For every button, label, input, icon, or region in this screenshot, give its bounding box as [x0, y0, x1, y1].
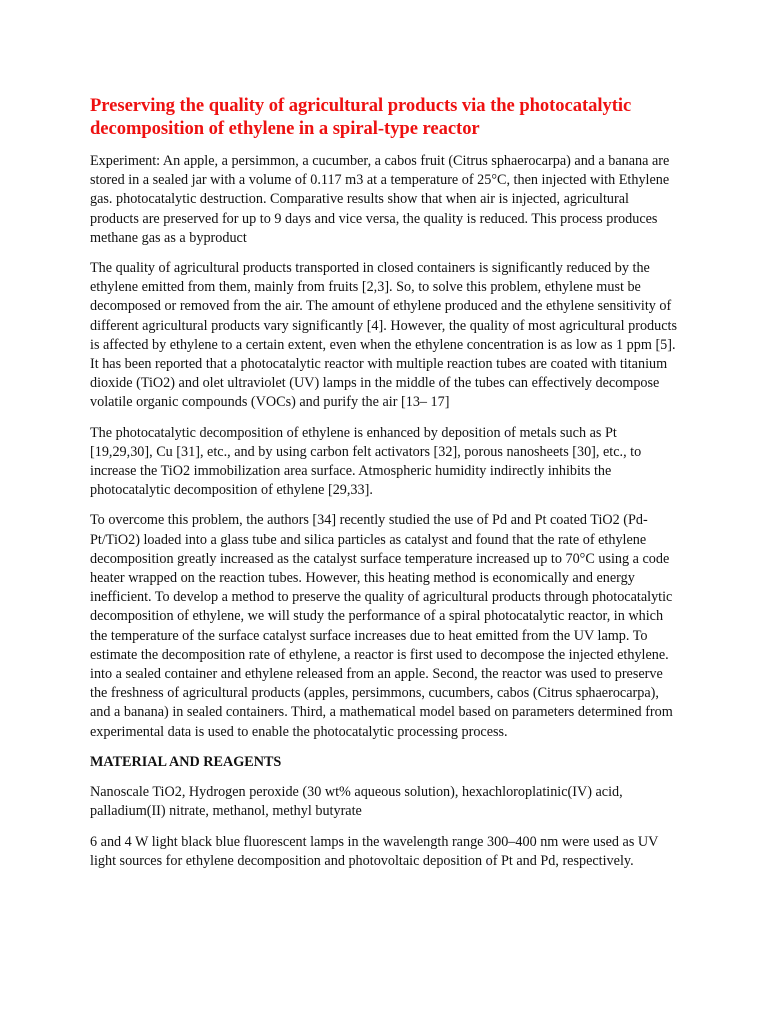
paragraph-metal-deposition: The photocatalytic decomposition of ethylene is enhanced by deposition of metals such as Pt [19,29,30], Cu [31], etc., and by using carbon felt activators [32], porous nanosheets [30], etc., to increase the TiO2 immobilization area surface. Atmospheric humidity indirectly inhibits the photocatalytic decomposition of ethylene [29,33].	[90, 424, 642, 499]
document-title: Preserving the quality of agricultural products via the photocatalytic decomposition of ethylene in a spiral-type reactor	[90, 95, 632, 139]
section-heading-materials: MATERIAL AND REAGENTS	[90, 753, 282, 770]
paragraph-spiral-reactor: To overcome this problem, the authors [34] recently studied the use of Pd and Pt coated TiO2 (Pd-Pt/TiO2) loaded into a glass tube and silica particles as catalyst and found that the rate of ethylene decomposition greatly increased as the catalyst surface temperature increased up to 70°C using a code heater wrapped on the reaction tubes. However, this heating method is economically and energy inefficient. To develop a method to preserve the quality of agricultural products through photocatalytic decomposition of ethylene, we will study the performance of a spiral photocatalytic reactor, in which the temperature of the surface catalyst surface increases due to heat emitted from the UV lamp. To estimate the decomposition rate of ethylene, a reactor is first used to decompose the injected ethylene. into a sealed container and ethylene released from an apple. Second, the reactor was used to preserve the freshness of agricultural products (apples, persimmons, cucumbers, cabos (Citrus sphaerocarpa), and a banana) in sealed containers. Third, a mathematical model based on parameters determined from experimental data is used to enable the photocatalytic processing process.	[90, 512, 673, 740]
document-page	[90, 94, 680, 882]
paragraph-ethylene-quality: The quality of agricultural products transported in closed containers is significantly reduced by the ethylene emitted from them, mainly from fruits [2,3]. So, to solve this problem, ethylene must be decomposed or removed from the air. The amount of ethylene produced and the ethylene sensitivity of different agricultural products vary significantly [4]. However, the quality of most agricultural products is affected by ethylene to a certain extent, even when the ethylene concentration is as low as 1 ppm [5]. It has been reported that a photocatalytic reactor with multiple reaction tubes are coated with titanium dioxide (TiO2) and olet ultraviolet (UV) lamps in the middle of the tubes can effectively decompose volatile organic compounds (VOCs) and purify the air [13– 17]	[90, 260, 677, 411]
paragraph-uv-lamps: 6 and 4 W light black blue fluorescent lamps in the wavelength range 300–400 nm were used as UV light sources for ethylene decomposition and photovoltaic deposition of Pt and Pd, respectively.	[90, 833, 659, 869]
paragraph-experiment: Experiment: An apple, a persimmon, a cucumber, a cabos fruit (Citrus sphaerocarpa) and a banana are stored in a sealed jar with a volume of 0.117 m3 at a temperature of 25°C, then injected with Ethylene gas. photocatalytic destruction. Comparative results show that when air is injected, agricultural products are preserved for up to 9 days and vice versa, the quality is reduced. This process produces methane gas as a byproduct	[90, 153, 670, 246]
paragraph-reagents: Nanoscale TiO2, Hydrogen peroxide (30 wt% aqueous solution), hexachloroplatinic(IV) acid, palladium(II) nitrate, methanol, methyl butyrate	[90, 784, 623, 820]
